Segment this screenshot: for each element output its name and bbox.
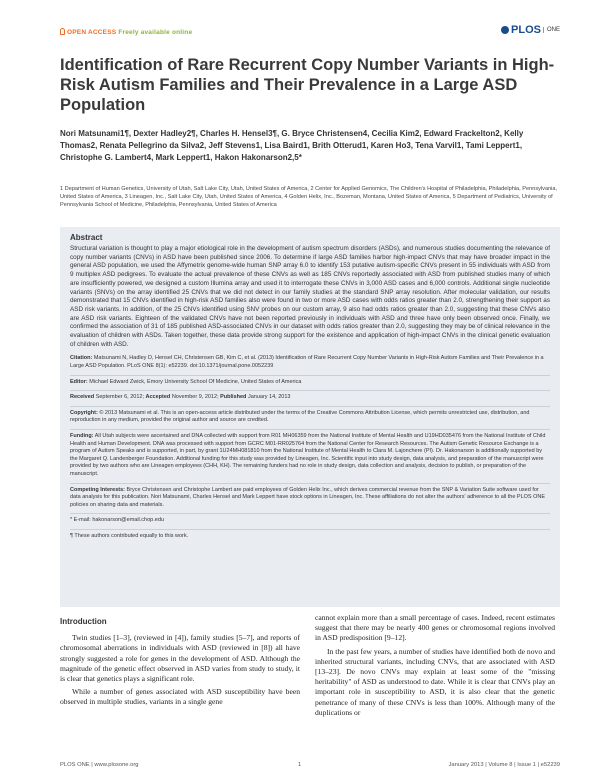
- equal-contribution: ¶ These authors contributed equally to this work.: [70, 529, 550, 541]
- plos-logo-icon: [501, 26, 509, 34]
- author-list: Nori Matsunami1¶, Dexter Hadley2¶, Charles H. Hensel3¶, G. Bryce Christensen4, Cecilia Kim2, Edward Frackelton2, Kelly Thomas2, Renata Pellegrino da Silva2, Jeff Stevens1, Lisa Baird1, Brith Otterud1, Karen Ho3, Tena Varvil1, Tami Leppert1, Christophe G. Lambert4, Mark Leppert1, Hakon Hakonarson2,5*: [60, 129, 524, 162]
- abstract-heading: Abstract: [70, 233, 103, 242]
- intro-paragraph-4: In the past few years, a number of studies have identified both de novo and inherited structural variants, including CNVs, that are associated with ASD [13–23]. De novo CNVs may explain at least some of the "missing heritability" of ASD as understood to date. While it is clear that CNVs play an important role in susceptibility to ASD, it is also clear that the genetic penetrance of many of these CNVs is less than 100%. Although many of the duplications or: [315, 646, 555, 717]
- open-lock-icon: [60, 28, 65, 35]
- article-metadata: [70, 355, 550, 540]
- journal-header: [60, 26, 560, 40]
- affiliations: 1 Department of Human Genetics, University of Utah, Salt Lake City, Utah, United States of America, 2 Center for Applied Genomics, The Children's Hospital of Philadelphia, Philadelphia, Pennsylvania, United States of America, 3 Lineagen, Inc., Salt Lake City, Utah, United States of America, 4 Golden Helix, Inc., Bozeman, Montana, United States of America, 5 Department of Pediatrics, University of Pennsylvania School of Medicine, Philadelphia, Pennsylvania, United States of America: [60, 186, 558, 208]
- copyright: Copyright: © 2013 Matsunami et al. This is an open-access article distributed under the terms of the Creative Commons Attribution License, which permits unrestricted use, distribution, and reproduction in any medium, provided the original author and source are credited.: [70, 406, 550, 425]
- logo-text: PLOS: [511, 24, 541, 36]
- footer-journal: PLOS ONE | www.plosone.org: [60, 762, 139, 768]
- article-title: Identification of Rare Recurrent Copy Number Variants in High-Risk Autism Families and Their Prevalence in a Large ASD Population: [60, 56, 555, 114]
- intro-paragraph-1: Twin studies [1–3], (reviewed in [4]), family studies [5–7], and reports of chromosomal aberrations in individuals with ASD (reviewed in [8]) all have strongly suggested a role for genes in the development of ASD. Although the magnitude of the genetic effect observed in ASD varies from study to study, it is clear that genetics plays a significant role.: [60, 633, 300, 684]
- right-column: [315, 613, 555, 721]
- plos-one-logo[interactable]: [501, 24, 560, 36]
- open-access-badge: [60, 28, 192, 36]
- page-number: 1: [298, 762, 302, 768]
- footer-issue: January 2013 | Volume 8 | Issue 1 | e52239: [448, 762, 560, 768]
- abstract-box: [60, 227, 560, 607]
- left-column: [60, 615, 300, 711]
- competing-interests: Competing Interests: Bryce Christensen and Christophe Lambert are paid employees of Golden Helix Inc., which derives commercial revenue from the SNP & Variation Suite software used for data analysis for this publication. Nori Matsunami, Charles Hensel and Mark Leppert have stock options in Lineagen, Inc. These affiliations do not alter the authors' adherence to all the PLOS ONE policies on sharing data and materials.: [70, 483, 550, 510]
- email-link[interactable]: hakonarson@email.chop.edu: [92, 517, 164, 524]
- email: * E-mail: hakonarson@email.chop.edu: [70, 513, 550, 525]
- logo-subtext: ONE: [543, 27, 560, 33]
- abstract-text: Structural variation is thought to play a major etiological role in the development of autism spectrum disorders (ASDs), and numerous studies documenting the relevance of copy number variants (CNVs) in ASD have been published since 2006. To determine if large ASD families harbor high-impact CNVs that may have broader impact in the general ASD population, we used the Affymetrix genome-wide human SNP array 6.0 to identify 153 putative autism-specific CNVs present in 55 individuals with ASD from 9 multiplex ASD pedigrees. To evaluate the actual prevalence of these CNVs as well as 185 CNVs reportedly associated with ASD from published studies many of which are insufficiently powered, we designed a custom Illumina array and used it to interrogate these CNVs in 3,000 ASD cases and 6,000 controls. Additional single nucleotide variants (SNVs) on the array identified 25 CNVs that we did not detect in our family studies at the standard SNP array resolution. After molecular validation, our results demonstrated that 15 CNVs identified in high-risk ASD families also were found in two or more ASD cases with odds ratios greater than 2.0, strengthening their support as ASD risk variants. In addition, of the 25 CNVs identified using SNV probes on our custom array, 9 also had odds ratios greater than 2.0, suggesting that these CNVs also are ASD risk variants. Eighteen of the validated CNVs have not been reported previously in individuals with ASD and three have only been observed once. Finally, we confirmed the association of 31 of 185 published ASD-associated CNVs in our dataset with odds ratios greater than 2.0, suggesting they may be of clinical relevance in the evaluation of children with ASDs. Taken together, these data provide strong support for the existence and application of high-impact CNVs in the clinical genetic evaluation of children with ASD.: [70, 245, 550, 348]
- open-label: OPEN: [67, 29, 87, 36]
- funding: Funding: All Utah subjects were ascertained and DNA collected with support from R01 MH06359 from the National Institute of Mental Health and U19HD035476 from the National Institute of Child Health and Human Development. DNA was processed with support from GCRC M01-RR025764 from the National Center for Research Resources. The Autism Genetic Resource Exchange is a program of Autism Speaks and is supported, in part, by grant 1U24MH081810 from the National Institute of Mental Health to Clara M. Lajonchere (PI). Dr. Hakonarson is additionally supported by the Margaret Q. Landenberger Foundation. Additional funding for this study was provided by Lineagen, Inc. Scientific input into study design, data analysis, and preparation of the manuscript were provided by two authors who are Lineagen employees (CHH, KH). The remaining funders had no role in study design, data collection and analysis, decision to publish, or preparation of the manuscript.: [70, 429, 550, 479]
- access-label: ACCESS: [88, 29, 117, 36]
- intro-paragraph-2: While a number of genes associated with ASD susceptibility have been observed in multiple studies, variants in a single gene: [60, 687, 300, 707]
- intro-paragraph-3: cannot explain more than a small percentage of cases. Indeed, recent estimates suggest that there may be nearly 400 genes or chromosomal regions involved in ASD predisposition [9–12].: [315, 613, 555, 643]
- editor: Editor: Michael Edward Zwick, Emory University School Of Medicine, United States of America: [70, 375, 550, 387]
- introduction-heading: Introduction: [60, 617, 107, 626]
- freely-available-label: Freely available online: [118, 29, 193, 36]
- citation: Citation: Matsunami N, Hadley D, Hensel CH, Christensen GB, Kim C, et al. (2013) Identification of Rare Recurrent Copy Number Variants in High-Risk Autism Families and Their Prevalence in a Large ASD Population. PLoS ONE 8(1): e52239. doi:10.1371/journal.pone.0052239: [70, 355, 544, 370]
- dates: Received September 6, 2012; Accepted November 9, 2012; Published January 14, 2013: [70, 390, 550, 402]
